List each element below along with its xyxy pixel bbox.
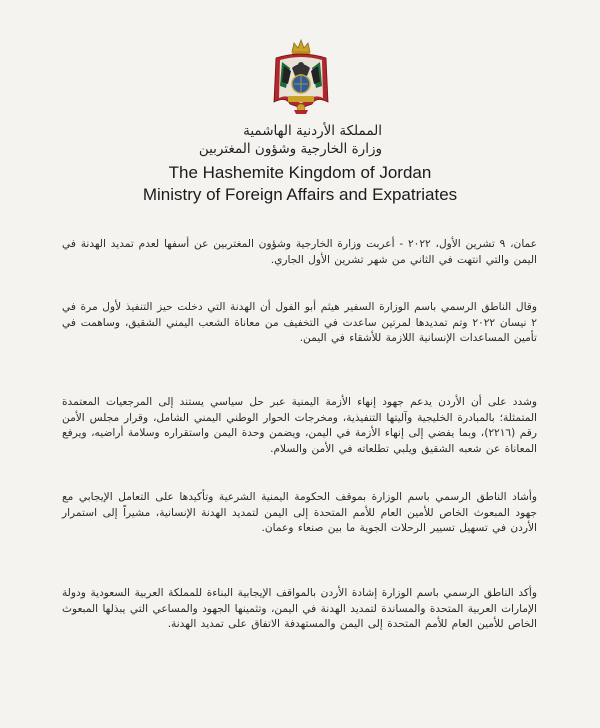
header-arabic-kingdom: المملكة الأردنية الهاشمية — [243, 123, 382, 139]
body-paragraph: وشدد على أن الأردن يدعم جهود إنهاء الأزمة اليمنية عبر حل سياسي يستند إلى المرجعيات المعتمدة المتمثلة؛ بالمبادرة الخليجية وآليتها التنفيذية، ومخرجات الحوار الوطني اليمني الشامل، وقرار مجلس الأمن رقم (٢٢١٦)، وبما يفضي إلى إنهاء الأزمة في اليمن، ويضمن وحدة اليمن واستقراره وسلامة أراضيه، ويرفع المعاناة عن شعبه الشقيق ويلبي تطلعاته في الأمن والسلام. — [62, 396, 537, 455]
header-english-ministry: Ministry of Foreign Affairs and Expatriates — [142, 185, 458, 204]
jordan-coat-of-arms-icon — [270, 38, 332, 116]
body-paragraph: وقال الناطق الرسمي باسم الوزارة السفير هيثم أبو الفول أن الهدنة التي دخلت حيز التنفيذ لأول مرة في ٢ نيسان ٢٠٢٢ وتم تمديدها لمرتين ساعدت في التخفيف من معاناة الشعب اليمني الشقيق، وساهمت في تأمين المساعدات الإنسانية اللازمة للأشقاء في اليمن. — [62, 301, 537, 344]
header-english-kingdom: The Hashemite Kingdom of Jordan — [168, 163, 432, 182]
body-paragraph: وأكد الناطق الرسمي باسم الوزارة إشادة الأردن بالمواقف الإيجابية البناءة للمملكة العربية السعودية ودولة الإمارات العربية المتحدة والمساندة لتمديد الهدنة في اليمن، وتثمينها الجهود والمساعي التي يبذلها المبعوث الخاص للأمين العام للأمم المتحدة إلى اليمن والمستهدفة الاتفاق على تمديد الهدنة. — [62, 587, 537, 630]
body-paragraph: عمان، ٩ تشرين الأول، ٢٠٢٢ - أعربت وزارة الخارجية وشؤون المغتربين عن أسفها لعدم تمديد الهدنة في اليمن والتي انتهت في الثاني من شهر تشرين الأول الجاري. — [62, 238, 538, 266]
body-paragraph: وأشاد الناطق الرسمي باسم الوزارة بموقف الحكومة اليمنية الشرعية وتأكيدها على التعامل الإيجابي مع جهود المبعوث الخاص للأمين العام للأمم المتحدة إلى اليمن لتمديد الهدنة الإنسانية، مشيراً إلى استمرار الأردن في تسهيل تسيير الرحلات الجوية ما بين صنعاء وعمان. — [62, 491, 537, 534]
header-arabic-ministry: وزارة الخارجية وشؤون المغتربين — [198, 141, 382, 157]
